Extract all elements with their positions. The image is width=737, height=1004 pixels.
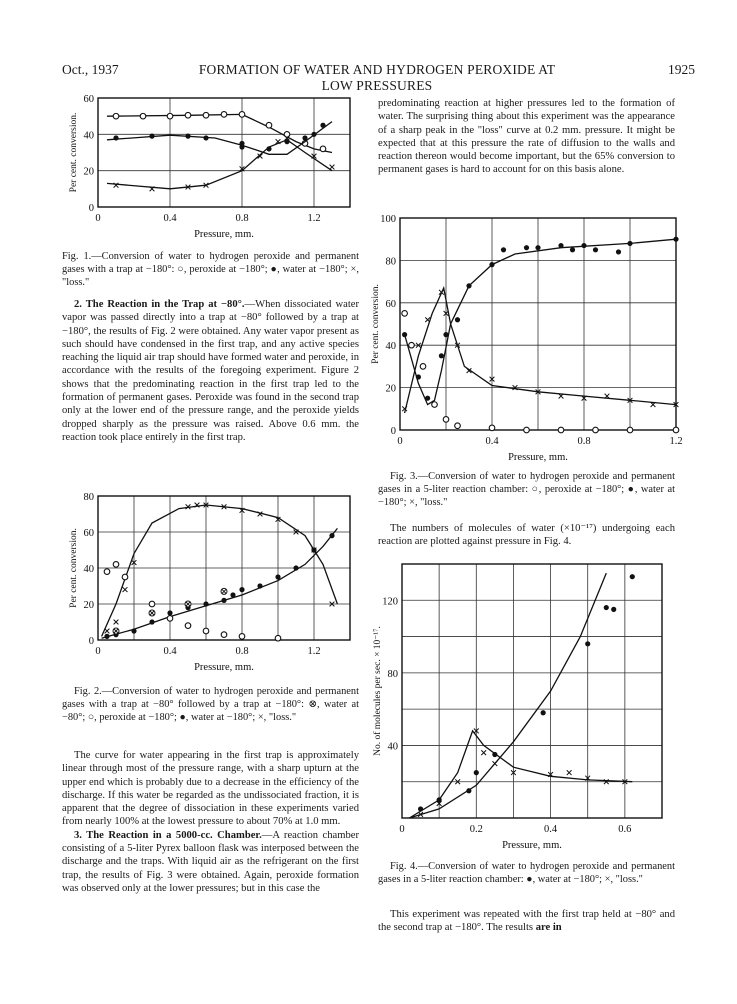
- y-axis-label: No. of molecules per sec. × 10⁻¹⁷.: [373, 626, 383, 756]
- series-curve: [102, 528, 338, 638]
- y-axis-label: Per cent. conversion.: [69, 112, 79, 193]
- data-point-dot: [673, 237, 678, 242]
- data-point-x: [481, 750, 486, 755]
- data-point-dot: [425, 396, 430, 401]
- data-point-circle: [558, 427, 564, 433]
- data-point-circle: [122, 574, 128, 580]
- series-curve: [107, 140, 332, 189]
- figure-1: [64, 92, 360, 247]
- data-point-circle: [113, 562, 119, 568]
- data-point-circle: [455, 423, 461, 429]
- data-point-dot: [149, 134, 154, 139]
- data-point-dot: [501, 247, 506, 252]
- right-bottom-paragraph: [378, 908, 675, 935]
- data-point-dot: [113, 135, 118, 140]
- figure-2: [64, 490, 360, 680]
- data-point-x: [492, 761, 497, 766]
- x-axis-label: Pressure, mm.: [508, 452, 568, 463]
- fig1-caption: Fig. 1.—Conversion of water to hydrogen peroxide and permanent gases with a trap at −180°: ○, peroxide at −180°; ●, water at −180°; ×, "loss.": [62, 251, 359, 289]
- data-point-circle: [221, 112, 227, 118]
- data-point-circle: [275, 635, 281, 641]
- data-point-x: [105, 629, 110, 634]
- y-tick-label: 0: [390, 426, 396, 437]
- data-point-dot: [275, 574, 280, 579]
- data-point-dot: [541, 710, 546, 715]
- figure-4: [368, 558, 678, 858]
- data-point-circle: [420, 364, 426, 370]
- data-point-dot: [443, 332, 448, 337]
- data-point-dot: [439, 353, 444, 358]
- data-point-dot: [239, 144, 244, 149]
- data-point-circle: [593, 427, 599, 433]
- data-point-circle: [239, 112, 245, 118]
- data-point-dot: [320, 123, 325, 128]
- data-point-circle: [140, 113, 146, 119]
- series-curve: [405, 239, 676, 404]
- x-tick-label: 0.6: [618, 824, 632, 835]
- fig4-caption: Fig. 4.—Conversion of water to hydrogen peroxide and permanent gases in a 5-liter reaction chamber: ●, water at −180°; ×, "loss.": [378, 861, 675, 886]
- data-point-dot: [630, 574, 635, 579]
- data-point-dot: [257, 583, 262, 588]
- fig3-caption: Fig. 3.—Conversion of water to hydrogen peroxide and permanent gases in a 5-liter reaction chamber: ○, peroxide at −180°; ●, water at −180°; ×, "loss.": [378, 471, 675, 509]
- data-point-circle: [432, 402, 438, 408]
- x-tick-label: 0.8: [235, 646, 249, 657]
- data-point-dot: [149, 619, 154, 624]
- data-point-circle: [149, 601, 155, 607]
- y-tick-label: 20: [385, 383, 396, 395]
- y-tick-label: 120: [382, 596, 398, 608]
- data-point-x: [114, 620, 119, 625]
- data-point-dot: [167, 610, 172, 615]
- data-point-dot: [302, 135, 307, 140]
- data-point-dot: [402, 332, 407, 337]
- y-tick-label: 0: [88, 636, 94, 647]
- figure-3: [368, 212, 688, 470]
- paragraph-bottom-emphasis: are in: [535, 922, 562, 934]
- data-point-dot: [230, 592, 235, 597]
- data-point-circle: [203, 112, 209, 118]
- data-point-x: [123, 587, 128, 592]
- x-axis-label: Pressure, mm.: [194, 229, 254, 240]
- fig1-caption-block: [62, 250, 359, 290]
- data-point-circle: [185, 112, 191, 118]
- data-point-dot: [604, 605, 609, 610]
- section-2-heading: 2. The Reaction in the Trap at −80°.: [74, 299, 245, 310]
- header-page-number: 1925: [668, 62, 695, 77]
- right-top-paragraph: [378, 97, 675, 177]
- y-tick-label: 60: [83, 528, 94, 539]
- series-curve: [102, 505, 338, 636]
- data-point-dot: [570, 247, 575, 252]
- data-point-circle: [443, 417, 449, 423]
- data-point-dot: [524, 245, 529, 250]
- data-point-circle: [627, 427, 633, 433]
- data-point-dot: [329, 533, 334, 538]
- data-point-circle: [167, 113, 173, 119]
- data-point-otimes: [113, 628, 119, 634]
- fig3-svg: [368, 212, 688, 470]
- data-point-dot: [203, 135, 208, 140]
- data-point-circle: [524, 427, 530, 433]
- y-tick-label: 60: [385, 298, 396, 310]
- data-point-dot: [585, 641, 590, 646]
- data-point-circle: [266, 122, 272, 128]
- y-tick-label: 20: [83, 166, 94, 178]
- data-point-x: [330, 165, 335, 170]
- data-point-dot: [203, 601, 208, 606]
- data-point-otimes: [221, 588, 227, 594]
- x-tick-label: 0: [95, 646, 101, 657]
- data-point-circle: [489, 425, 495, 431]
- data-point-dot: [611, 607, 616, 612]
- y-tick-label: 80: [83, 492, 94, 503]
- data-point-otimes: [185, 601, 191, 607]
- fig1-svg: [64, 92, 360, 247]
- x-tick-label: 0.2: [469, 824, 483, 835]
- data-point-dot: [311, 547, 316, 552]
- data-point-x: [567, 770, 572, 775]
- data-point-dot: [616, 249, 621, 254]
- x-tick-label: 0.8: [235, 213, 249, 224]
- data-point-dot: [558, 243, 563, 248]
- data-point-dot: [489, 262, 494, 267]
- data-point-dot: [466, 283, 471, 288]
- x-tick-label: 0.4: [163, 646, 177, 657]
- x-axis-label: Pressure, mm.: [502, 840, 562, 851]
- fig3-caption-block: [378, 470, 675, 510]
- data-point-dot: [293, 565, 298, 570]
- right-mid-paragraph: [378, 522, 675, 549]
- fig4-svg: [368, 558, 678, 858]
- y-tick-label: 100: [380, 214, 396, 225]
- x-tick-label: 1.2: [307, 213, 321, 224]
- fig4-caption-block: [378, 860, 675, 886]
- y-tick-label: 60: [83, 94, 94, 105]
- data-point-dot: [455, 317, 460, 322]
- data-point-dot: [535, 245, 540, 250]
- paragraph-fig4-intro: The numbers of molecules of water (×10⁻¹⁷) undergoing each reaction are plotted against pressure in Fig. 4.: [378, 523, 675, 548]
- x-tick-label: 0.4: [544, 824, 558, 835]
- x-tick-label: 0: [95, 213, 101, 224]
- data-point-dot: [221, 598, 226, 603]
- y-tick-label: 20: [83, 600, 94, 611]
- paragraph-bottom: This experiment was repeated with the first trap held at −80° and the second trap at −180°. The results: [378, 909, 675, 934]
- data-point-circle: [167, 616, 173, 622]
- data-point-dot: [131, 628, 136, 633]
- data-point-circle: [185, 623, 191, 629]
- y-tick-label: 40: [385, 341, 396, 353]
- x-tick-label: 0: [399, 824, 405, 835]
- y-axis-label: Per cent. conversion.: [69, 528, 79, 608]
- data-point-circle: [203, 628, 209, 634]
- data-point-dot: [239, 587, 244, 592]
- data-point-dot: [416, 374, 421, 379]
- data-point-circle: [104, 569, 110, 575]
- x-axis-label: Pressure, mm.: [194, 662, 254, 673]
- data-point-circle: [320, 146, 326, 152]
- fig2-svg: [64, 490, 360, 680]
- x-tick-label: 0.4: [485, 436, 499, 447]
- body-paragraph-water: [62, 749, 359, 895]
- data-point-dot: [593, 247, 598, 252]
- y-tick-label: 80: [385, 256, 396, 268]
- x-tick-label: 0.8: [577, 436, 591, 447]
- y-tick-label: 40: [387, 741, 398, 753]
- paragraph-water: The curve for water appearing in the first trap is approximately linear through most of the pressure range, with a sharp upturn at the upper end which is probably due to a decrease in the efficiency of the discharge. If this water be regarded as the undissociated fraction, it is apparent that the degree of dissociation in these experiments varied from nearly 100% at the lowest pressure to about 70% at 1.0 mm.: [62, 750, 359, 828]
- header-title: FORMATION OF WATER AND HYDROGEN PEROXIDE AT LOW PRESSURES: [198, 62, 556, 93]
- x-tick-label: 0.4: [163, 213, 177, 224]
- x-tick-label: 1.2: [307, 646, 321, 657]
- y-tick-label: 0: [88, 203, 94, 214]
- section-2: [62, 298, 359, 444]
- data-point-dot: [466, 788, 471, 793]
- fig2-caption-block: [62, 685, 359, 725]
- data-point-circle: [239, 634, 245, 640]
- section-3-text: —A reaction chamber consisting of a 5-liter Pyrex balloon flask was interposed between the discharge and the traps. With liquid air as the refrigerant on the first trap, the results of Fig. 3 were obtained. Again, peroxide formation was observed only at the lower pressures; but in this case the: [62, 829, 359, 894]
- data-point-x: [425, 317, 430, 322]
- data-point-dot: [474, 770, 479, 775]
- x-tick-label: 1.2: [669, 436, 683, 447]
- y-tick-label: 40: [83, 130, 94, 142]
- section-3-heading: 3. The Reaction in a 5000-cc. Chamber.: [74, 829, 262, 841]
- data-point-circle: [409, 342, 415, 348]
- data-point-dot: [581, 243, 586, 248]
- x-tick-label: 0: [397, 436, 403, 447]
- header-date: Oct., 1937: [62, 62, 119, 77]
- data-point-circle: [673, 427, 679, 433]
- data-point-circle: [113, 113, 119, 119]
- data-point-dot: [311, 132, 316, 137]
- y-tick-label: 40: [83, 564, 94, 575]
- data-point-dot: [104, 634, 109, 639]
- y-tick-label: 80: [387, 668, 398, 680]
- y-axis-label: Per cent. conversion.: [371, 284, 381, 364]
- fig2-caption: Fig. 2.—Conversion of water to hydrogen peroxide and permanent gases with a trap at −80° followed by a trap at −180°: ⊗, water at −80°; ○, peroxide at −180°; ●, water at −180°; ×, "loss.": [62, 686, 359, 724]
- series-curve: [107, 122, 332, 155]
- data-point-dot: [627, 241, 632, 246]
- data-point-circle: [221, 632, 227, 638]
- data-point-otimes: [149, 610, 155, 616]
- paragraph-top: predominating reaction at higher pressures led to the formation of water. The surprising thing about this experiment was the appearance of a sharp peak in the "loss" curve at 0.2 mm. pressure. It might be expected that at this pressure the rate of diffusion to the walls and reaction thereon would become important, but the 65% conversion to permanent gases is hard to account for on this basis alone.: [378, 98, 675, 176]
- section-2-text: —When dissociated water vapor was passed directly into a trap at −80° followed by a trap at −180°, the results of Fig. 2 were obtained. Any water vapor present as such should have condensed in the first trap, and any active species reaching the liquid air trap should have formed water and peroxide, in accordance with the results of the foregoing experiment. Figure 2 shows that the predominating reaction in the first trap led to the formation of permanent gases. Peroxide was found in the second trap only at the lower end of the pressure range, and the peroxide yields dropped sharply as the pressure was raised. Above 0.6 mm. the reaction took place entirely in the first trap.: [62, 299, 359, 443]
- series-curve: [409, 731, 632, 818]
- page-header: [62, 62, 695, 93]
- data-point-circle: [402, 311, 408, 317]
- data-point-dot: [185, 134, 190, 139]
